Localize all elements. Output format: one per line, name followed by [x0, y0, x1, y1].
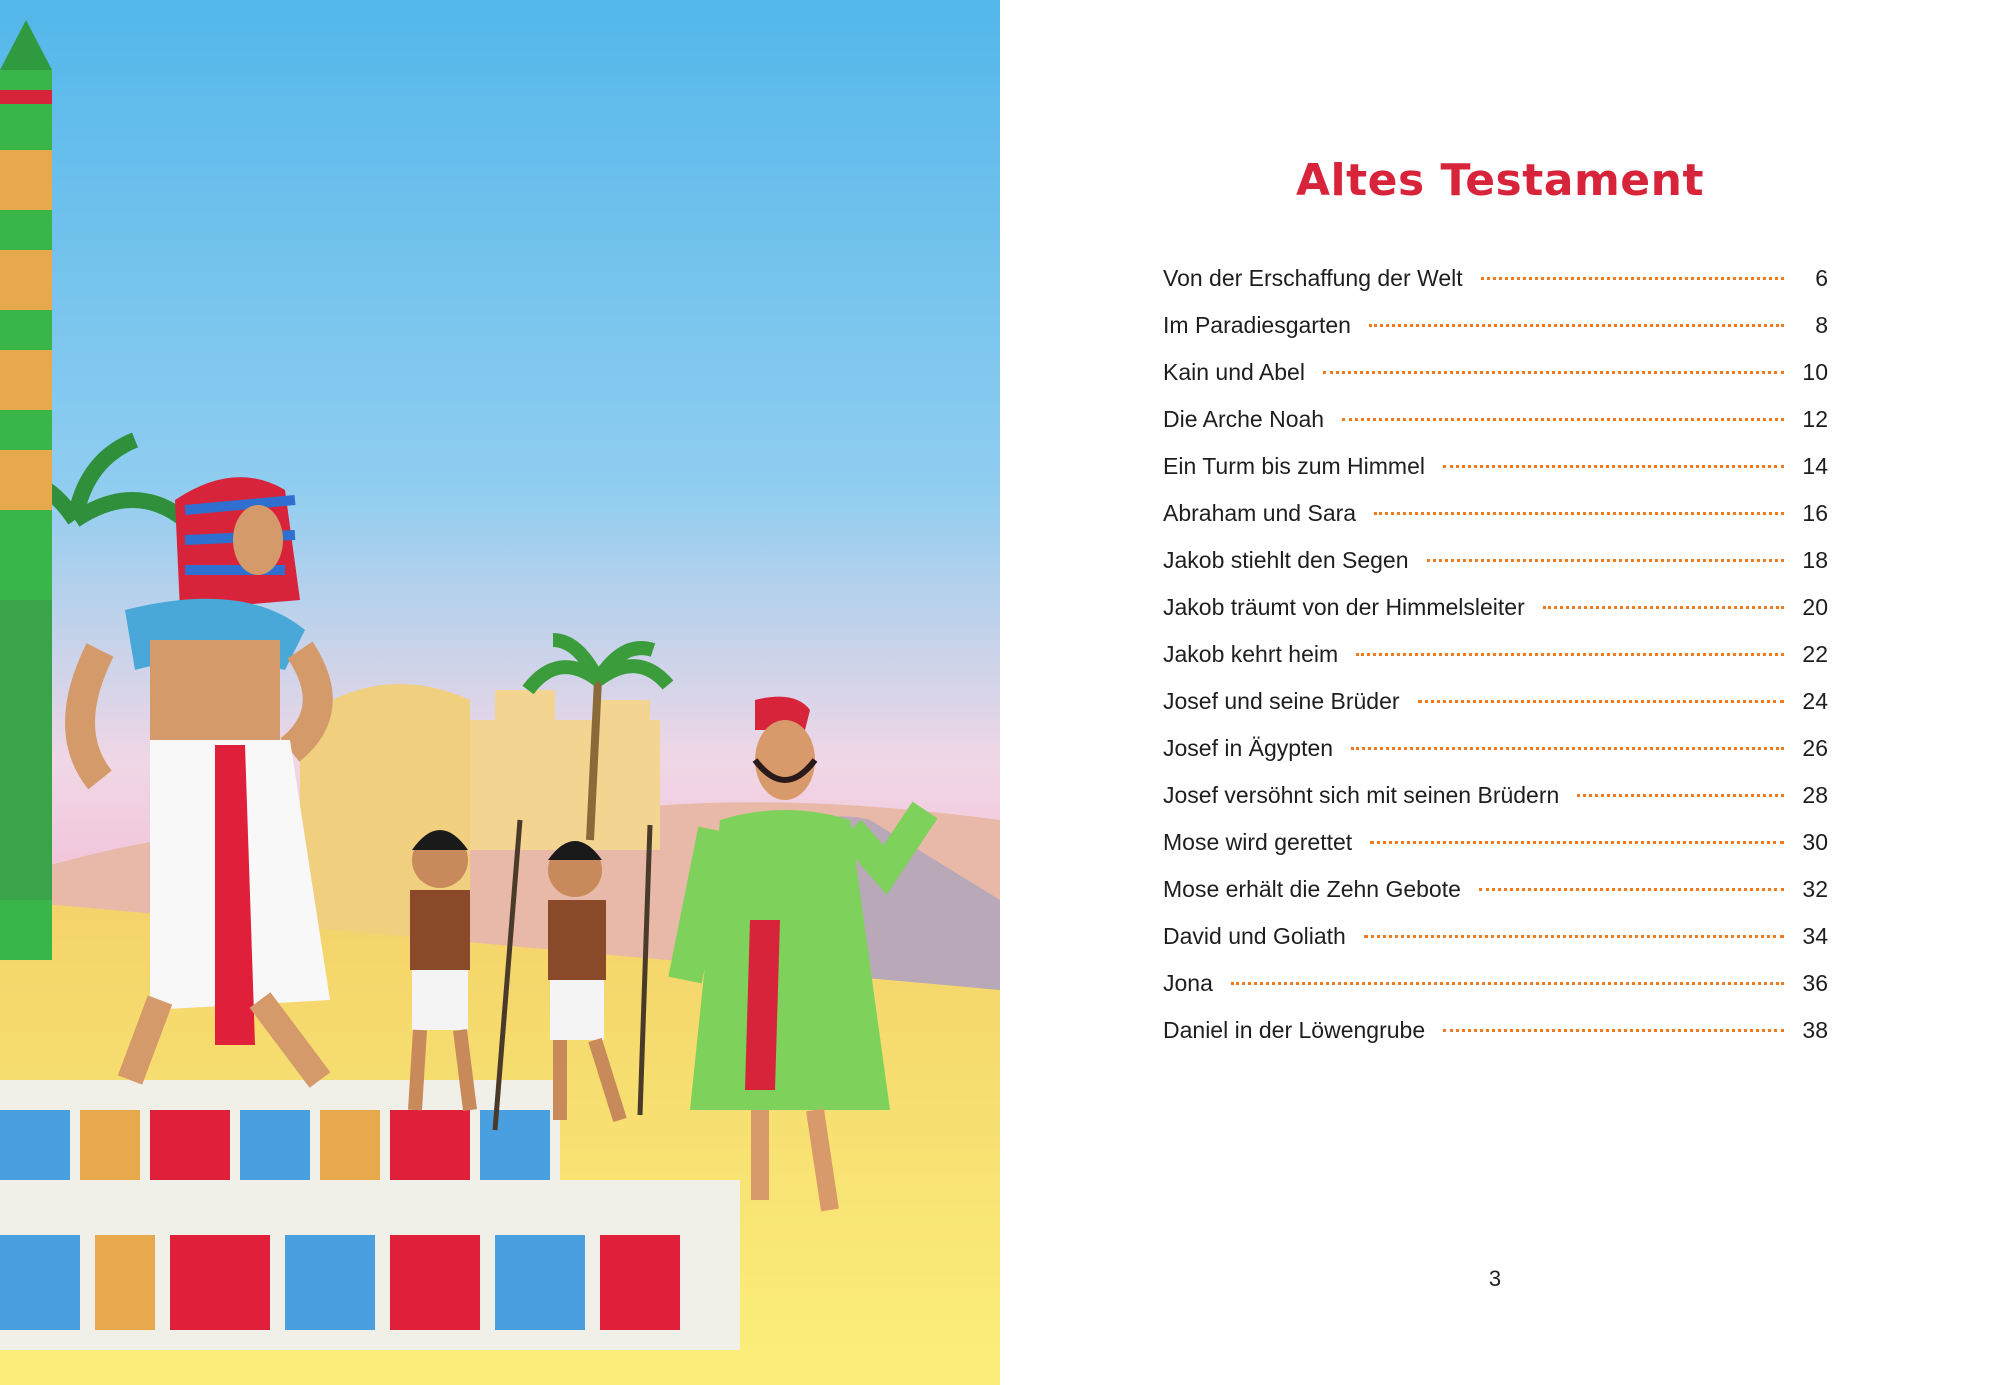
leader-dots	[1369, 324, 1784, 327]
toc-entry[interactable]	[1163, 587, 1828, 634]
toc-entry[interactable]	[1163, 493, 1828, 540]
toc-entry[interactable]	[1163, 681, 1828, 728]
page-number: 3	[1488, 1266, 1502, 1291]
leader-dots	[1427, 559, 1784, 562]
leader-dots	[1577, 794, 1784, 797]
toc-entry-page: 22	[1802, 641, 1828, 667]
toc-entry-page: 28	[1802, 782, 1828, 808]
toc-entry-page: 16	[1802, 500, 1828, 526]
toc-entry-page: 24	[1802, 688, 1828, 714]
toc-entry[interactable]	[1163, 352, 1828, 399]
leader-dots	[1374, 512, 1784, 515]
toc-entry-page: 8	[1815, 312, 1828, 338]
toc-entry[interactable]	[1163, 305, 1828, 352]
toc-entry-page: 14	[1802, 453, 1828, 479]
toc-entry-label: Josef und seine Brüder	[1163, 688, 1400, 714]
toc-entry-page: 12	[1802, 406, 1828, 432]
toc-entry-page: 20	[1802, 594, 1828, 620]
toc-entry-label: Jakob kehrt heim	[1163, 641, 1339, 667]
toc-entry-label: Mose wird gerettet	[1163, 829, 1353, 855]
toc-page	[1000, 0, 2000, 1385]
toc-entry-page: 10	[1802, 359, 1828, 385]
leader-dots	[1342, 418, 1784, 421]
toc-entry-page: 18	[1802, 547, 1828, 573]
leader-dots	[1370, 841, 1784, 844]
leader-dots	[1481, 277, 1784, 280]
toc-entry[interactable]	[1163, 869, 1828, 916]
toc-entry-page: 26	[1802, 735, 1828, 761]
toc-entry[interactable]	[1163, 775, 1828, 822]
toc-entry-label: Im Paradiesgarten	[1163, 312, 1351, 338]
toc-entry-label: David und Goliath	[1163, 923, 1346, 949]
toc-entry-page: 36	[1802, 970, 1828, 996]
toc-entry-page: 6	[1815, 265, 1828, 291]
toc-title: Altes Testament	[1296, 155, 1704, 206]
toc-entry-label: Jakob träumt von der Himmelsleiter	[1163, 594, 1525, 620]
toc-entry[interactable]	[1163, 916, 1828, 963]
toc-entry-page: 30	[1802, 829, 1828, 855]
toc-entry-page: 38	[1802, 1017, 1828, 1043]
leader-dots	[1351, 747, 1784, 750]
toc-entry[interactable]	[1163, 1010, 1828, 1057]
toc-entry[interactable]	[1163, 540, 1828, 587]
leader-dots	[1231, 982, 1784, 985]
leader-dots	[1356, 653, 1784, 656]
toc-entry-label: Von der Erschaffung der Welt	[1163, 265, 1463, 291]
leader-dots	[1364, 935, 1784, 938]
toc-entry-label: Jona	[1163, 970, 1213, 996]
toc-list	[1163, 258, 1828, 1057]
leader-dots	[1479, 888, 1784, 891]
toc-entry[interactable]	[1163, 446, 1828, 493]
leader-dots	[1443, 465, 1784, 468]
toc-entry[interactable]	[1163, 258, 1828, 305]
leader-dots	[1323, 371, 1784, 374]
toc-entry-label: Kain und Abel	[1163, 359, 1305, 385]
toc-entry[interactable]	[1163, 822, 1828, 869]
toc-entry-label: Ein Turm bis zum Himmel	[1163, 453, 1425, 479]
toc-entry-label: Mose erhält die Zehn Gebote	[1163, 876, 1461, 902]
toc-entry-label: Die Arche Noah	[1163, 406, 1325, 432]
toc-entry-page: 34	[1802, 923, 1828, 949]
toc-entry[interactable]	[1163, 728, 1828, 775]
toc-entry-label: Jakob stiehlt den Segen	[1163, 547, 1409, 573]
toc-entry[interactable]	[1163, 963, 1828, 1010]
toc-entry-label: Josef versöhnt sich mit seinen Brüdern	[1163, 782, 1560, 808]
toc-entry-label: Josef in Ägypten	[1163, 735, 1334, 761]
leader-dots	[1543, 606, 1784, 609]
toc-entry-label: Daniel in der Löwengrube	[1163, 1017, 1426, 1043]
toc-entry-label: Abraham und Sara	[1163, 500, 1357, 526]
toc-entry[interactable]	[1163, 634, 1828, 681]
leader-dots	[1443, 1029, 1784, 1032]
toc-entry[interactable]	[1163, 399, 1828, 446]
leader-dots	[1418, 700, 1784, 703]
toc-entry-page: 32	[1802, 876, 1828, 902]
